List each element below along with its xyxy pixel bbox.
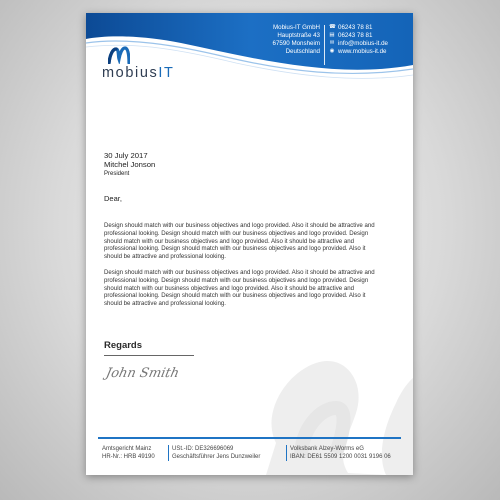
footer-line: Geschäftsführer Jens Dunzweiler: [172, 454, 261, 460]
body-paragraph: Design should match with our business objectives and logo provided. Also it should be attractive and professional looking. Design should match with our business objectives and logo provided. Design should match with our business objectives and logo provided. Also it should be attractive and professional looking. Design should match with our business objectives and logo provided. Also it should be attractive and professional looking.: [104, 269, 375, 308]
contact-divider: [324, 25, 325, 65]
address-line: Deutschland: [285, 47, 320, 55]
email-icon: ✉: [329, 39, 335, 46]
footer-rule: [98, 437, 401, 439]
logo-prefix: mobius: [102, 65, 159, 81]
footer-line: HR-Nr.: HRB 49190: [102, 454, 155, 460]
footer-line: Amtsgericht Mainz: [102, 446, 152, 452]
company-logo: [102, 65, 174, 81]
company-contact: [329, 24, 388, 56]
address-line: Hauptstraße 43: [277, 31, 320, 39]
salutation: Dear,: [104, 194, 122, 203]
footer-divider: [286, 445, 287, 461]
contact-phone: [329, 24, 388, 32]
closing: Regards: [104, 340, 143, 351]
phone-number: 06243 78 81: [338, 24, 373, 31]
email-address: info@mobius-it.de: [338, 39, 388, 47]
footer-line: IBAN: DE61 5509 1200 0031 9196 06: [290, 454, 391, 460]
footer-line: USt.-ID: DE326696069: [172, 446, 234, 452]
web-icon: ◉: [329, 47, 335, 54]
body-paragraph: Design should match with our business objectives and logo provided. Also it should be attractive and professional looking. Design should match with our business objectives and logo provided. Design should match with our business objectives and logo provided. Also it should be attractive and professional looking. Design should match with our business objectives and logo provided. Also it should be attractive and professional looking.: [104, 222, 375, 261]
contact-web: [329, 48, 388, 56]
website-url: www.mobius-it.de: [338, 47, 387, 55]
contact-email: [329, 40, 388, 48]
logo-suffix: IT: [158, 65, 175, 81]
contact-fax: [329, 32, 388, 40]
fax-number: 06243 78 81: [338, 31, 373, 39]
footer-bank: [290, 445, 391, 461]
phone-icon: ☎: [329, 24, 336, 30]
footer-tax: [172, 445, 260, 461]
company-address: [246, 24, 320, 56]
letter-date: 30 July 2017: [104, 151, 148, 160]
address-line: Mobius-IT GmbH: [273, 24, 320, 31]
letter-header: [104, 151, 155, 179]
signature: John Smith: [104, 366, 181, 381]
signature-line: [104, 355, 194, 356]
footer-divider: [168, 445, 169, 461]
recipient-name: Mitchel Jonson: [104, 160, 156, 170]
letterhead-page: [86, 13, 413, 475]
logo-icon: [108, 46, 130, 64]
recipient-title: President: [104, 170, 130, 177]
fax-icon: ▤: [329, 31, 335, 38]
address-line: 67590 Monsheim: [272, 39, 320, 47]
footer-registry: [102, 445, 155, 461]
footer-line: Volksbank Alzey-Worms eG: [290, 446, 364, 452]
